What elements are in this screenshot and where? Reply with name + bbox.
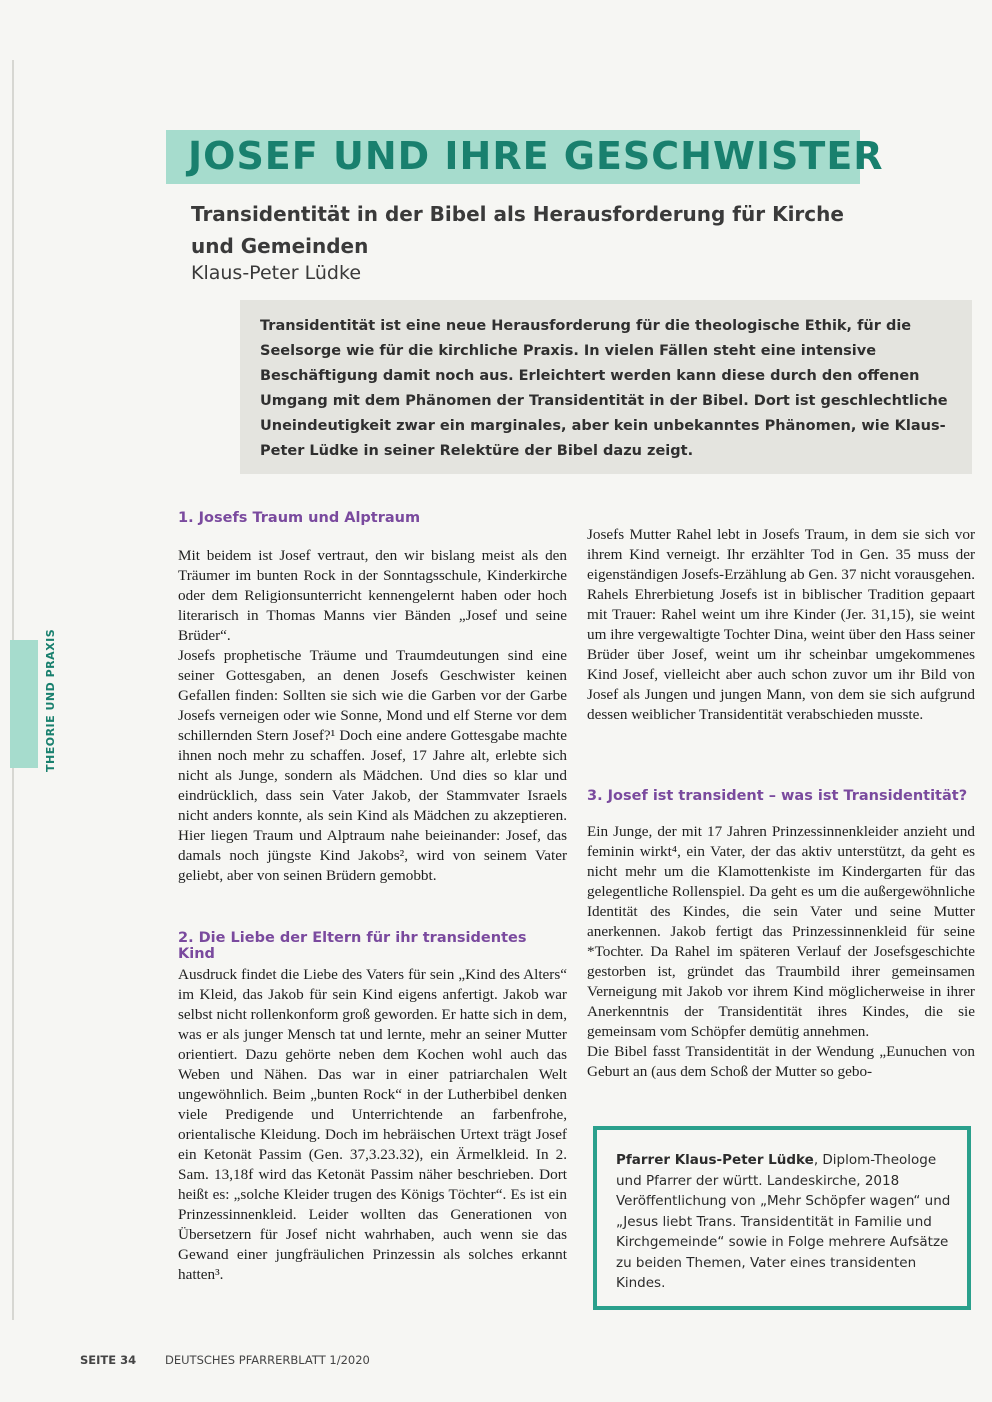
author-bio-name: Pfarrer Klaus-Peter Lüdke	[616, 1152, 814, 1168]
section-3-paragraph-2: Die Bibel fasst Transidentität in der Wendung „Eunuchen von Geburt an (aus dem Schoß der Mutter so gebo-	[587, 1043, 975, 1080]
section-2-heading: 2. Die Liebe der Eltern für ihr transidentes Kind	[178, 930, 527, 962]
section-3-body	[587, 822, 975, 1082]
section-1-paragraph-1: Mit beidem ist Josef vertraut, den wir bislang meist als den Träumer im bunten Rock in der Sonntagsschule, Kinderkirche oder dem Religionsunterricht kennengelernt haben oder hoch literarisch in Thomas Manns vier Bänden „Josef und seine Brüder“.	[178, 547, 567, 644]
right-paragraph-1: Josefs Mutter Rahel lebt in Josefs Traum, in dem sie sich vor ihrem Kind verneigt. Ihr erzählter Tod in Gen. 35 muss der eigenständigen Josefs-Erzählung ab Gen. 37 nicht vorausgehen. Rahels Ehrerbietung Josefs ist in biblischer Tradition gepaart mit Trauer: Rahel weint um ihre Kinder (Jer. 31,15), sie weint um ihre vergewaltigte Tochter Dina, weint über den Hass seiner Brüder über Josef, weint um ihr scheinbar umgekommenes Kind Josef, vielleicht aber auch schon zuvor um ihr Bild von Josef als Jungen und jungen Mann, von dem sie sich aufgrund dessen weiblicher Transidentität verabschieden musste.	[587, 526, 976, 723]
section-1	[178, 510, 567, 526]
article-abstract: Transidentität ist eine neue Herausforderung für die theologische Ethik, für die Seelsorge wie für die kirchliche Praxis. In vielen Fällen steht eine intensive Beschäftigung damit noch aus. Erleichtert werden kann diese durch den offenen Umgang mit dem Phänomen der Transidentität in der Bibel. Dort ist geschlechtliche Uneindeutigkeit zwar ein marginales, aber kein unbekanntes Phänomen, wie Klaus-Peter Lüdke in seiner Relektüre der Bibel dazu zeigt.	[260, 318, 948, 459]
section-1-body	[178, 546, 567, 886]
footer-publication: DEUTSCHES PFARRERBLATT 1/2020	[165, 1353, 370, 1367]
author-bio-text: , Diplom-Theologe und Pfarrer der württ. Landeskirche, 2018 Veröffentlichung von „Mehr Schöpfer wagen“ und „Jesus liebt Trans. Transidentität in Familie und Kirchgemeinde“ sowie in Folge mehrere Aufsätze zu beiden Themen, Vater eines transidenten Kindes.	[616, 1152, 951, 1291]
section-3	[587, 788, 975, 804]
article-subtitle: Transidentität in der Bibel als Herausforderung für Kirche und Gemeinden	[191, 202, 844, 258]
section-3-heading: 3. Josef ist transident – was ist Transidentität?	[587, 788, 968, 804]
right-column-intro	[587, 525, 975, 725]
footer-page-number: SEITE 34	[80, 1353, 137, 1367]
section-side-bar	[10, 640, 38, 768]
author-bio	[616, 1150, 956, 1294]
article-title: JOSEF UND IHRE GESCHWISTER	[188, 134, 884, 178]
section-1-paragraph-2: Josefs prophetische Träume und Traumdeutungen sind eine seiner Gottesgaben, an denen Josefs Geschwister keinen Gefallen finden: Sollten sie sich wie die Garben vor der Garbe Josefs verneigen oder wie Sonne, Mond und elf Sterne vor dem schillernden Stern Josef?¹ Doch eine andere Gottesgabe machte ihnen noch mehr zu schaffen. Josef, 17 Jahre alt, erlebte sich nicht als Junge, sondern als Mädchen. Und dies so klar und eindrücklich, dass sein Vater Jakob, der Stammvater Israels nicht anders konnte, als sein Kind als Mädchen zu akzeptieren. Hier liegen Traum und Alptraum nahe beieinander: Josef, das damals noch jüngste Kind Jakobs², wird von seinem Vater geliebt, aber von seinen Brüdern gemobbt.	[178, 647, 567, 884]
section-3-paragraph-1: Ein Junge, der mit 17 Jahren Prinzessinnenkleider anzieht und feminin wirkt⁴, ein Vater, der das aktiv unterstützt, da geht es nicht mehr um die Klamottenkiste im Kindergarten für das gelegentliche Rollenspiel. Da geht es um die außergewöhnliche Identität des Kindes, die sein Vater und seine Mutter anerkennen. Jakob fertigt das Prinzessinnenkleid für seine *Tochter. Da Rahel im späteren Verlauf der Josefsgeschichte gestorben ist, gründet das Traumbild ihrer gemeinsamen Verneigung mit Jakob vor ihrem Kind möglicherweise in ihrer Anerkenntnis der Transidentität ihres Kindes, die sie gemeinsam vom Schöpfer demütig annehmen.	[587, 823, 975, 1040]
section-2-body	[178, 965, 567, 1285]
section-2-paragraph-1: Ausdruck findet die Liebe des Vaters für sein „Kind des Alters“ im Kleid, das Jakob für sein Kind eigens anfertigt. Jakob war selbst nicht rollenkonform groß geworden. Er hatte sich in dem, was er als junger Mensch tat und lernte, mehr an seiner Mutter orientiert. Dazu gehörte neben dem Kochen wohl auch das Weben und Nähen. Das war in einer patriarchalen Welt ungewöhnlich. Beim „bunten Rock“ in der Lutherbibel denken viele Predigende und Unterrichtende an farbenfrohe, orientalische Kleidung. Doch im hebräischen Urtext trägt Josef ein Ketonät Passim (Gen. 37,3.23.32), ein Ärmelkleid. In 2. Sam. 13,18f wird das Ketonät Passim näher beschrieben. Dort heißt es: „solche Kleider trugen des Königs Töchter“. Es ist ein Prinzessinnenkleid. Leider wollten das Generationen von Übersetzern für Josef nicht wahrhaben, auch wenn sie das Gewand einer jungfräulichen Prinzessin als solches erkannt hatten³.	[178, 966, 567, 1283]
section-2	[178, 930, 567, 962]
section-1-heading: 1. Josefs Traum und Alptraum	[178, 510, 421, 526]
article-author: Klaus-Peter Lüdke	[191, 262, 362, 284]
section-side-label: THEORIE UND PRAXIS	[44, 628, 57, 772]
